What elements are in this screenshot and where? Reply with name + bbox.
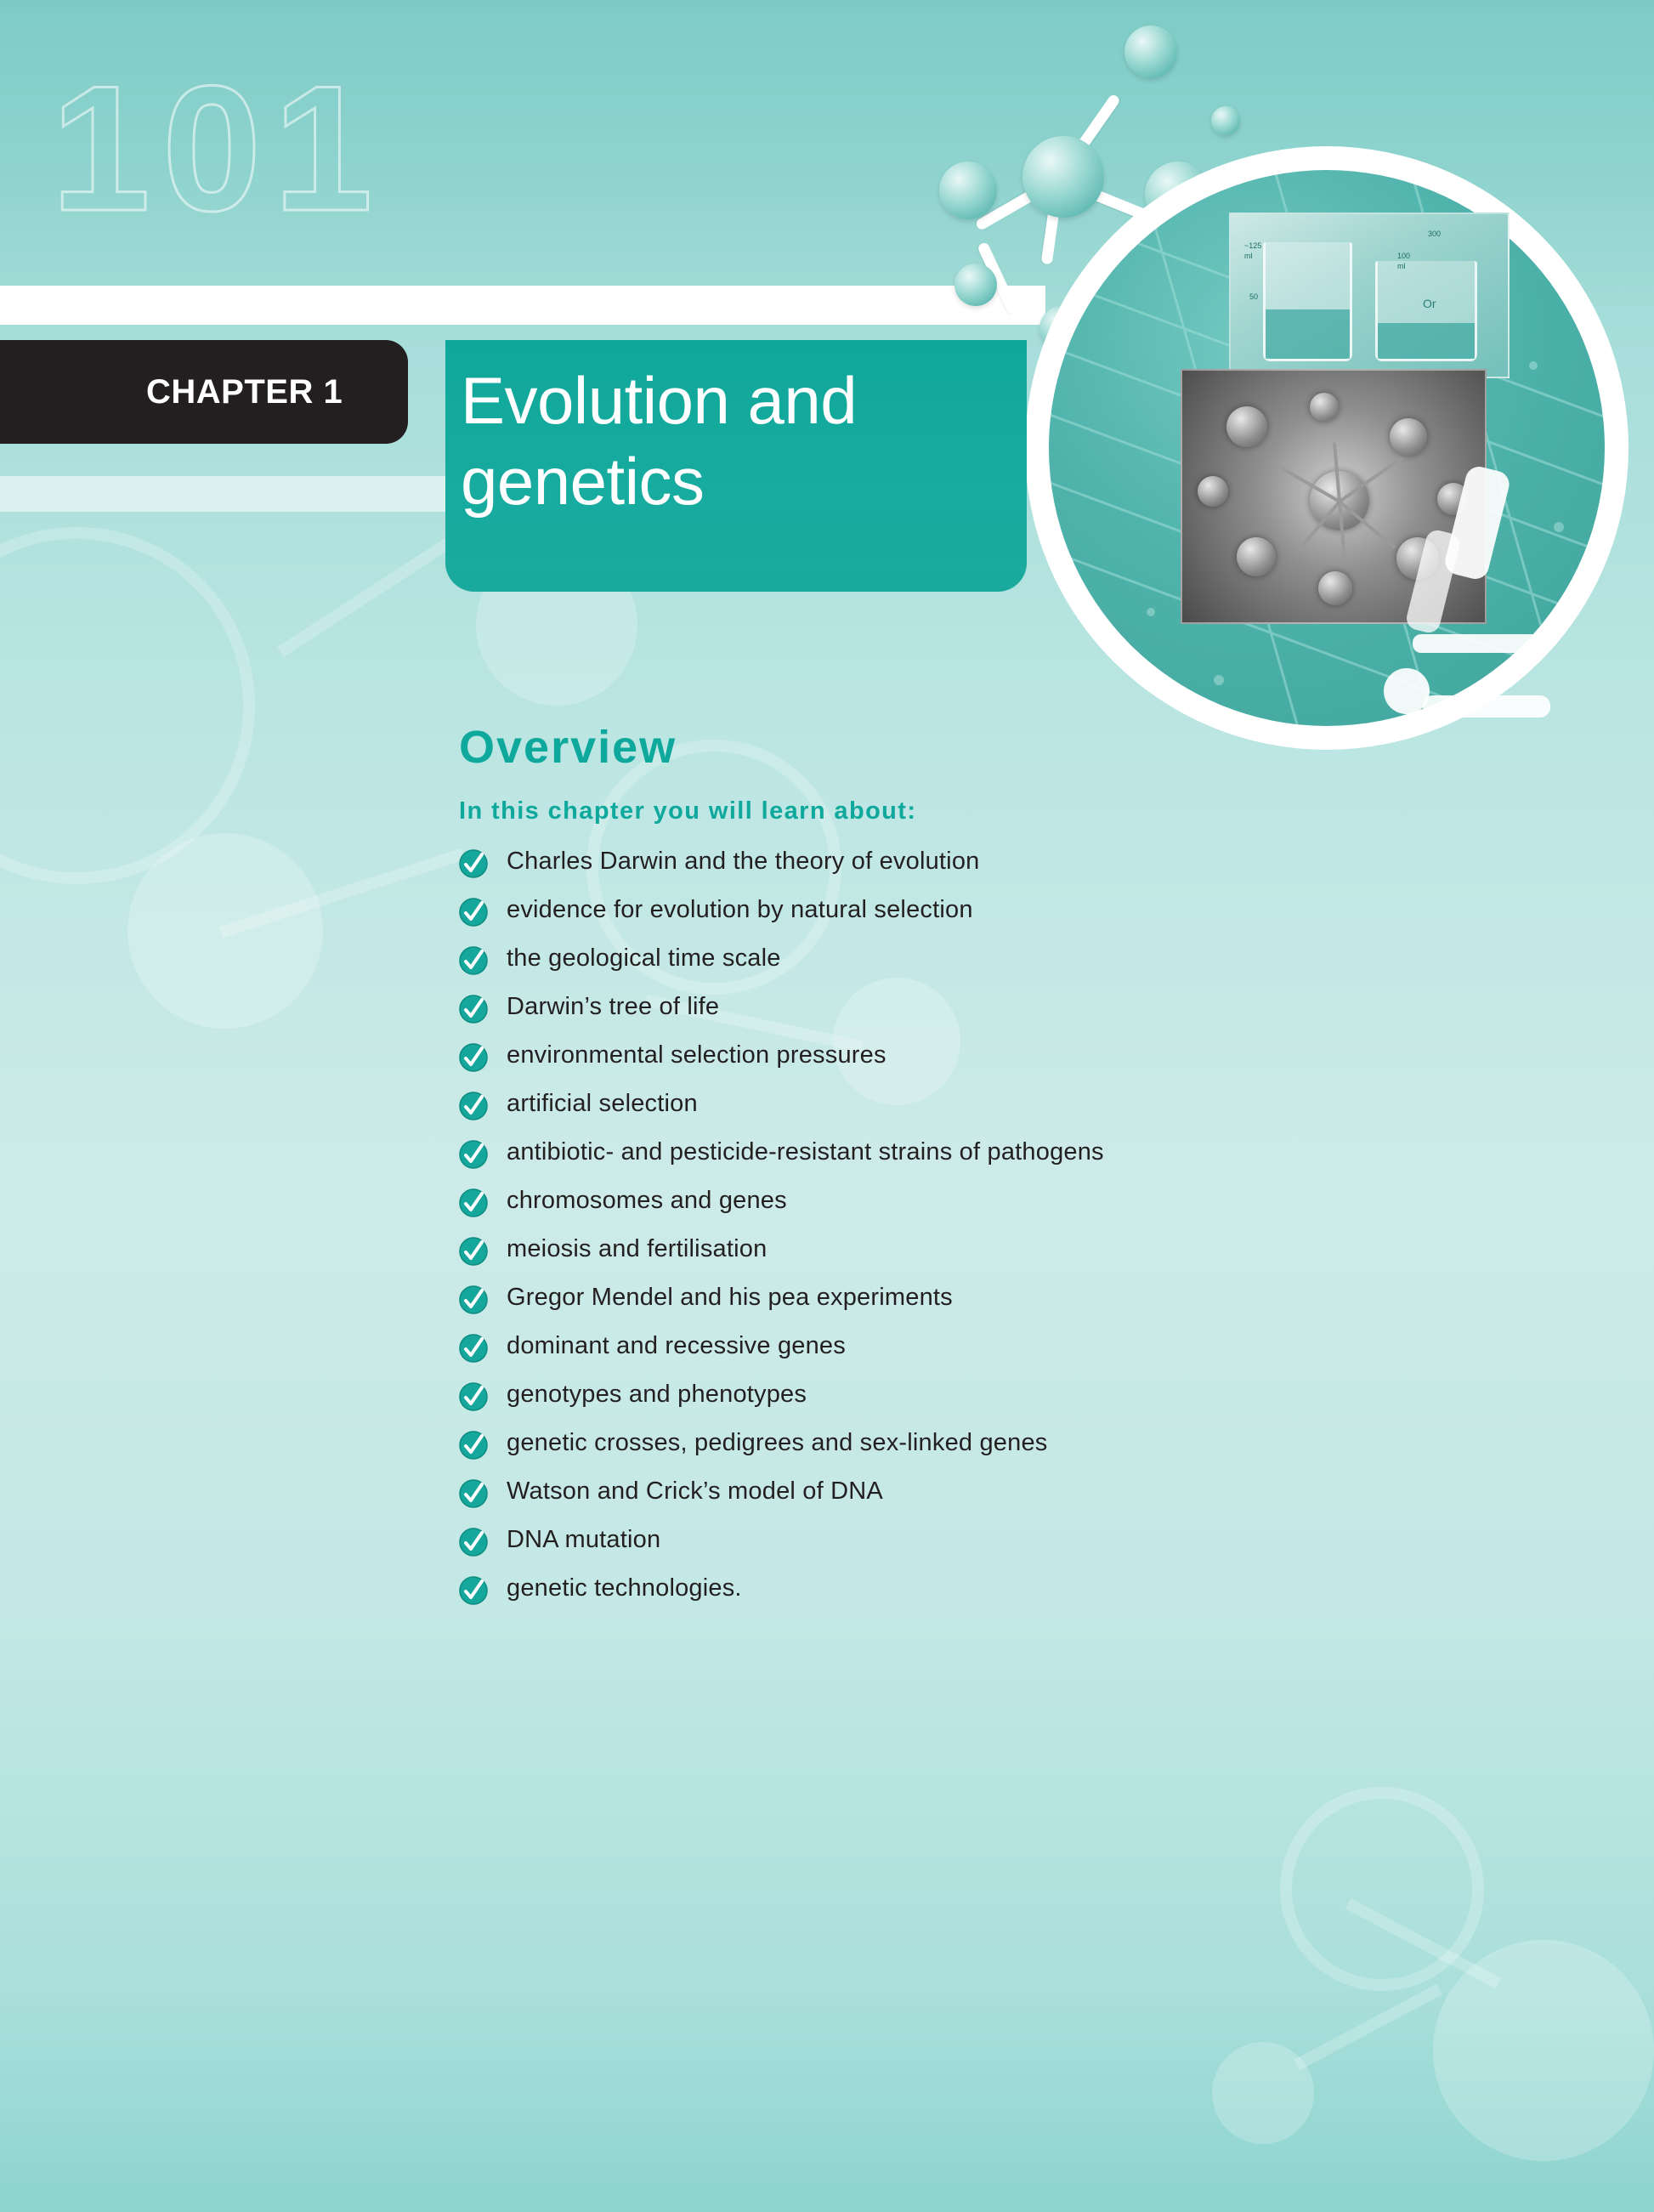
checkmark-icon (459, 1528, 488, 1557)
overview-item-label: the geological time scale (507, 944, 781, 972)
list-item (459, 1332, 1394, 1363)
list-item (459, 1138, 1394, 1169)
overview-item-label: Watson and Crick’s model of DNA (507, 1478, 883, 1505)
overview-item-label: antibiotic- and pesticide-resistant strains of pathogens (507, 1138, 1104, 1166)
list-item (459, 944, 1394, 975)
list-item (459, 1041, 1394, 1072)
checkmark-icon (459, 995, 488, 1024)
checkmark-icon (459, 1043, 488, 1072)
list-item (459, 896, 1394, 927)
overview-subheading: In this chapter you will learn about: (459, 797, 917, 825)
microscope-icon (1377, 468, 1589, 723)
checkmark-icon (459, 1237, 488, 1266)
overview-item-label: artificial selection (507, 1090, 698, 1117)
checkmark-icon (459, 1188, 488, 1217)
list-item (459, 1478, 1394, 1508)
checkmark-icon (459, 849, 488, 878)
checkmark-icon (459, 946, 488, 975)
overview-item-label: evidence for evolution by natural selection (507, 896, 973, 923)
list-item (459, 1381, 1394, 1411)
overview-heading: Overview (459, 722, 677, 773)
overview-item-label: meiosis and fertilisation (507, 1235, 768, 1262)
list-item (459, 1574, 1394, 1605)
checkmark-icon (459, 898, 488, 927)
chapter-label: CHAPTER 1 (146, 372, 343, 411)
chapter-number-tab (0, 340, 408, 444)
beakers-photo: ~125 ml 50 100 ml 300 Or (1229, 213, 1510, 378)
overview-item-label: genotypes and phenotypes (507, 1381, 807, 1408)
chapter-title-line-2: genetics (461, 444, 705, 519)
chapter-title-line-1: Evolution and (461, 363, 858, 438)
list-item (459, 1284, 1394, 1314)
checkmark-icon (459, 1382, 488, 1411)
checkmark-icon (459, 1431, 488, 1460)
overview-item-label: Darwin’s tree of life (507, 993, 720, 1020)
list-item (459, 1429, 1394, 1460)
checkmark-icon (459, 1334, 488, 1363)
overview-item-label: genetic crosses, pedigrees and sex-linked genes (507, 1429, 1048, 1456)
list-item (459, 1526, 1394, 1557)
white-band-lower (0, 476, 459, 512)
chapter-title-panel (445, 340, 1027, 592)
decorative-molecule-bottom-right (1178, 1685, 1654, 2212)
checkmark-icon (459, 1285, 488, 1314)
overview-section (459, 721, 1394, 1623)
overview-list (459, 848, 1394, 1605)
overview-item-label: Charles Darwin and the theory of evolution (507, 848, 980, 875)
list-item (459, 993, 1394, 1024)
checkmark-icon (459, 1092, 488, 1120)
overview-item-label: environmental selection pressures (507, 1041, 886, 1069)
checkmark-icon (459, 1576, 488, 1605)
checkmark-icon (459, 1479, 488, 1508)
overview-item-label: genetic technologies. (507, 1574, 742, 1602)
overview-item-label: Gregor Mendel and his pea experiments (507, 1284, 953, 1311)
list-item (459, 1235, 1394, 1266)
checkmark-icon (459, 1140, 488, 1169)
overview-item-label: chromosomes and genes (507, 1187, 787, 1214)
overview-item-label: DNA mutation (507, 1526, 661, 1553)
watermark-number: 101 (51, 48, 385, 248)
list-item (459, 1187, 1394, 1217)
overview-item-label: dominant and recessive genes (507, 1332, 846, 1359)
list-item (459, 1090, 1394, 1120)
white-band-upper (0, 286, 1045, 325)
list-item (459, 848, 1394, 878)
